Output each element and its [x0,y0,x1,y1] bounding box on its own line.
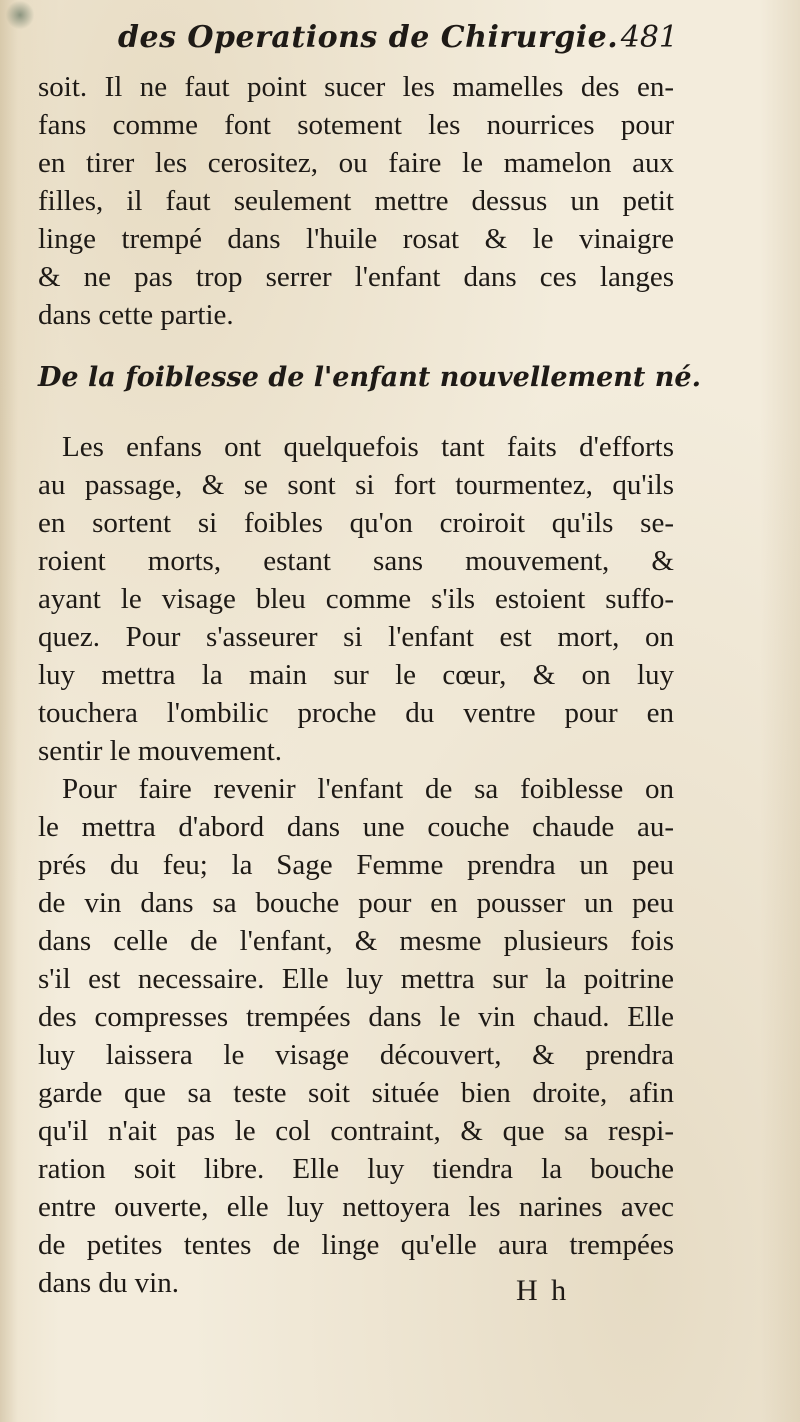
text-line: en sortent si foibles qu'on croiroit qu'ils se- [38,507,674,539]
text-line: le mettra d'abord dans une couche chaude au- [38,811,674,843]
text-line: soit. Il ne faut point sucer les mamelles des en- [38,71,674,103]
text-line: luy mettra la main sur le cœur, & on luy [38,659,674,691]
running-head [118,20,678,70]
text-line: luy laissera le visage découvert, & prendra [38,1039,674,1071]
text-line: garde que sa teste soit située bien droite, afin [38,1077,674,1109]
text-line: fans comme font sotement les nourrices pour [38,109,674,141]
text-line: roient morts, estant sans mouvement, & [38,545,674,577]
text-line: Les enfans ont quelquefois tant faits d'efforts [62,431,674,463]
text-line: filles, il faut seulement mettre dessus un petit [38,185,674,217]
ink-stain [6,0,34,30]
text-line: qu'il n'ait pas le col contraint, & que sa respi- [38,1115,674,1147]
text-line: touchera l'ombilic proche du ventre pour en [38,697,674,729]
text-line: quez. Pour s'asseurer si l'enfant est mort, on [38,621,674,653]
text-line: au passage, & se sont si fort tourmentez, qu'ils [38,469,674,501]
section-heading: De la foiblesse de l'enfant nouvellement né. [38,362,702,393]
main-text [38,68,702,1302]
text-line: Pour faire revenir l'enfant de sa foiblesse on [62,773,674,805]
text-line: de petites tentes de linge qu'elle aura trempées [38,1229,674,1261]
text-line: prés du feu; la Sage Femme prendra un peu [38,849,674,881]
page-number: 481 [620,20,678,55]
text-line: dans celle de l'enfant, & mesme plusieurs fois [38,925,674,957]
running-title: des Operations de Chirurgie. [118,20,619,55]
text-line: dans du vin. [38,1267,179,1299]
text-line: des compresses trempées dans le vin chaud. Elle [38,1001,674,1033]
text-line: s'il est necessaire. Elle luy mettra sur la poitrine [38,963,674,995]
text-line: ayant le visage bleu comme s'ils estoient suffo- [38,583,674,615]
text-line: en tirer les cerositez, ou faire le mamelon aux [38,147,674,179]
text-line: & ne pas trop serrer l'enfant dans ces langes [38,261,674,293]
text-line: dans cette partie. [38,299,234,331]
text-line: entre ouverte, elle luy nettoyera les narines avec [38,1191,674,1223]
text-line: de vin dans sa bouche pour en pousser un peu [38,887,674,919]
signature-mark: H h [516,1274,570,1307]
text-line: linge trempé dans l'huile rosat & le vinaigre [38,223,674,255]
text-line: ration soit libre. Elle luy tiendra la bouche [38,1153,674,1185]
text-line: sentir le mouvement. [38,735,283,767]
